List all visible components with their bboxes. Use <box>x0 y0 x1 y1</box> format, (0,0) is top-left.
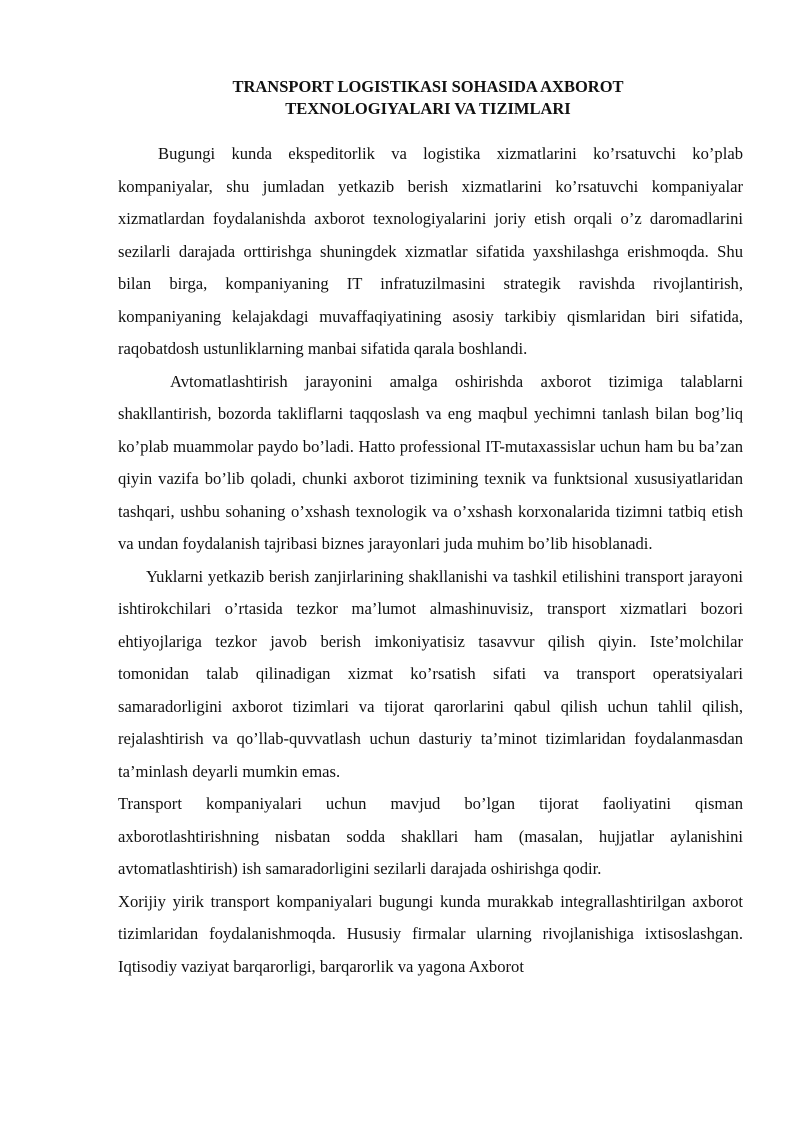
title-line-2: TEXNOLOGIYALARI VA TIZIMLARI <box>285 99 571 118</box>
paragraph-5: Xorijiy yirik transport kompaniyalari bugungi kunda murakkab integrallashtirilgan axborot tizimlaridan foydalanishmoqda. Hususiy firmalar ularning rivojlanishiga ixtisoslashgan. Iqtisodiy vaziyat barqarorligi, barqarorlik va yagona Axborot <box>118 891 743 976</box>
paragraph-1: Bugungi kunda ekspeditorlik va logistika xizmatlarini ko’rsatuvchi ko’plab kompaniyalar, shu jumladan yetkazib berish xizmatlarini ko’rsatuvchi kompaniyalar xizmatlardan foydalanishda axborot texnologiyalarini joriy etish orqali o’z daromadlarini sezilarli darajada orttirishga shuningdek xizmatlar sifatida yaxshilashga erishmoqda. Shu bilan birga, kompaniyaning IT infratuzilmasini strategik ravishda rivojlantirish, kompaniyaning kelajakdagi muvaffaqiyatining asosiy tarkibiy qismlaridan biri sifatida, raqobatdosh ustunliklarning manbai sifatida qarala boshlandi. <box>118 144 743 358</box>
paragraph-2: Avtomatlashtirish jarayonini amalga oshirishda axborot tizimiga talablarni shakllantirish, bozorda takliflarni taqqoslash va eng maqbul yechimni tanlash bilan bog’liq ko’plab muammolar paydo bo’ladi. Hatto professional IT-mutaxassislar uchun ham bu ba’zan qiyin vazifa bo’lib qoladi, chunki axborot tizimining texnik va funktsional xususiyatlaridan tashqari, ushbu sohaning o’xshash texnologik va o’xshash korxonalarida tizimni tatbiq etish va undan foydalanish tajribasi biznes jarayonlari juda muhim bo’lib hisoblanadi. <box>118 371 743 553</box>
paragraph-3: Yuklarni yetkazib berish zanjirlarining shakllanishi va tashkil etilishini transport jarayoni ishtirokchilari o’rtasida tezkor ma’lumot almashinuvisiz, transport xizmatlari bozori ehtiyojlariga tezkor javob berish imkoniyatisiz tasavvur qilish qiyin. Iste’molchilar tomonidan talab qilinadigan xizmat ko’rsatish sifati va transport operatsiyalari samaradorligini axborot tizimlari va tijorat qarorlarini qabul qilish uchun tahlil qilish, rejalashtirish va qo’llab-quvvatlash uchun dasturiy ta’minot tizimlaridan foydalanmasdan ta’minlash deyarli mumkin emas. <box>118 566 743 781</box>
title-line-1: TRANSPORT LOGISTIKASI SOHASIDA AXBOROT <box>232 77 624 96</box>
document-body <box>118 138 743 983</box>
paragraph-4: Transport kompaniyalari uchun mavjud bo’lgan tijorat faoliyatini qisman axborotlashtirishning nisbatan sodda shakllari ham (masalan, hujjatlar aylanishini avtomatlashtirish) ish samaradorligini sezilarli darajada oshirishga qodir. <box>118 794 743 878</box>
document-title <box>118 76 738 120</box>
